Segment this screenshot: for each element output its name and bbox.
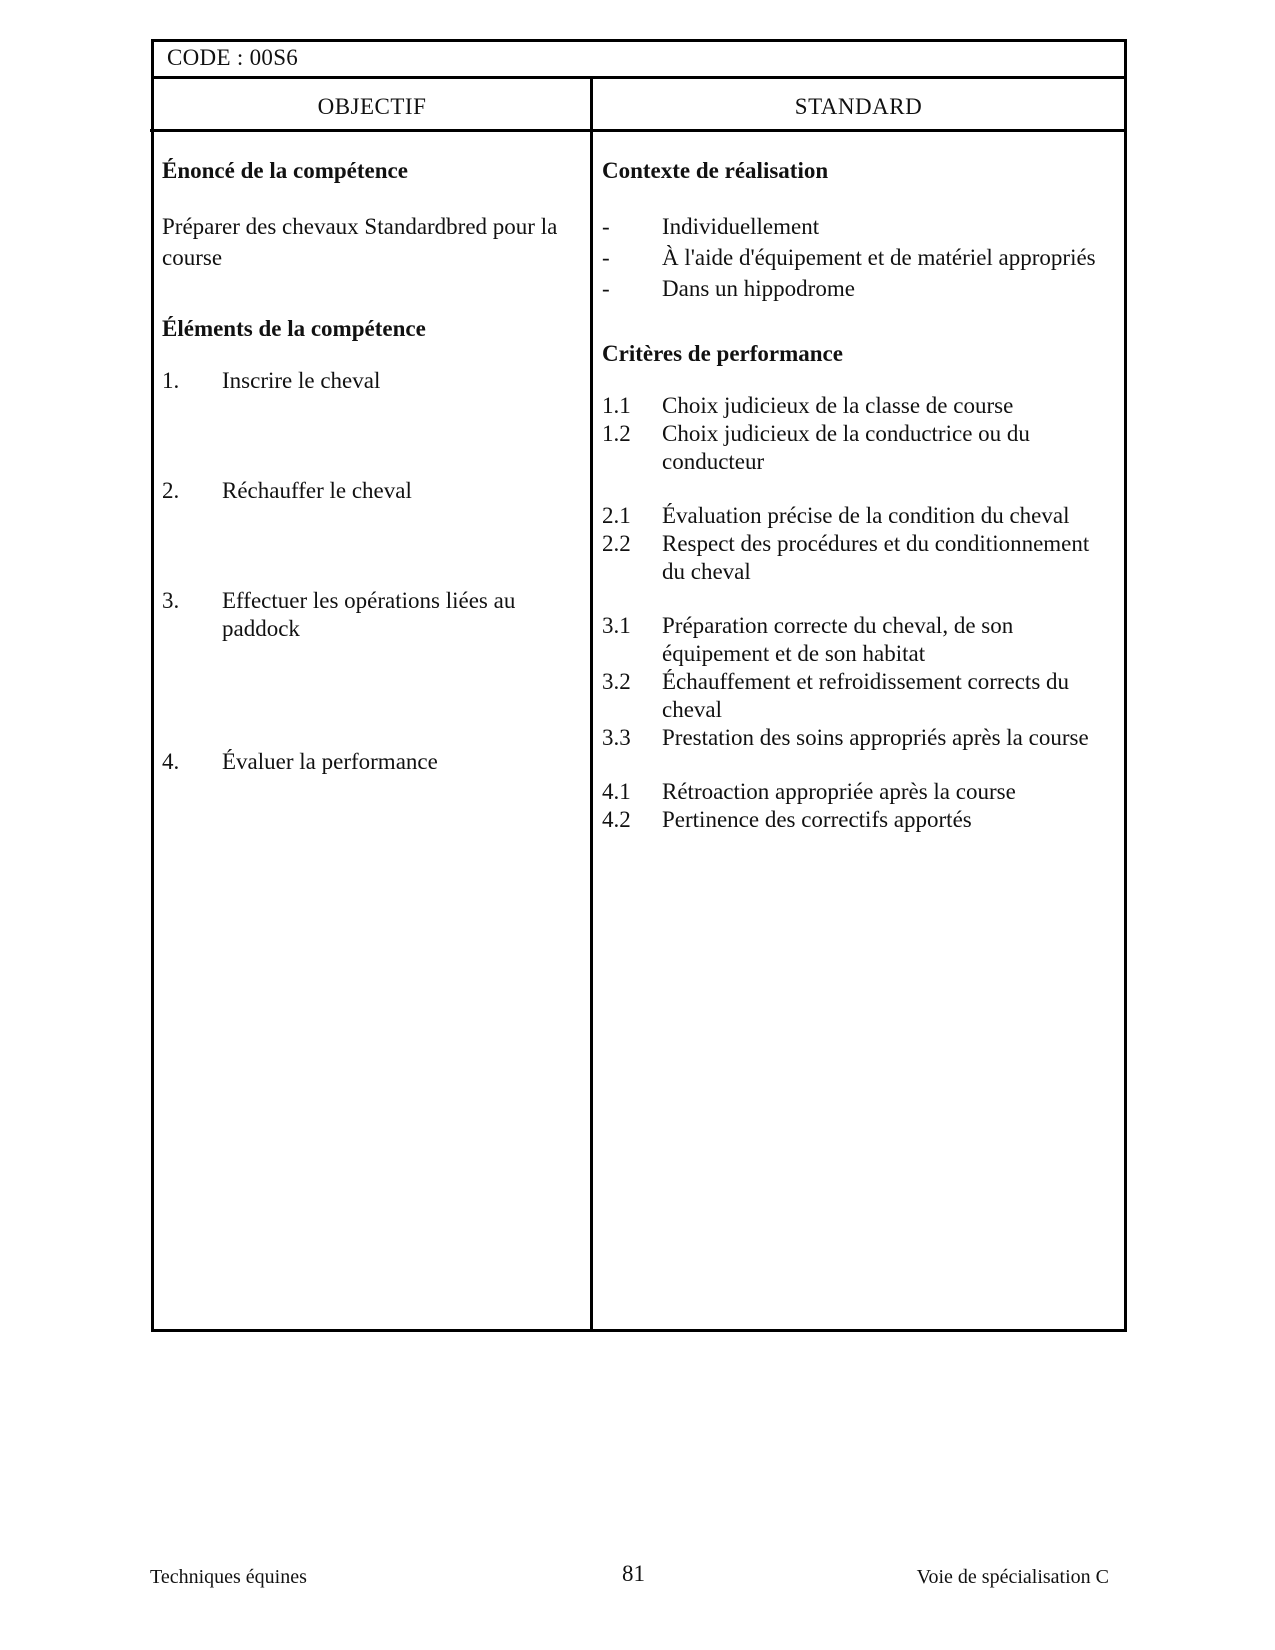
contexte-item [602,242,1117,273]
element-item [162,587,582,643]
element-number: 4. [162,749,180,774]
elements-heading: Éléments de la compétence [162,316,426,341]
critere-number: 4.2 [602,807,631,832]
critere-item [602,668,1117,724]
footer-program-title: Techniques équines [150,1566,307,1588]
critere-item [602,724,1117,752]
critere-text: Choix judicieux de la classe de course [662,393,1014,418]
critere-item [602,612,1117,668]
critere-item [602,420,1117,476]
header-row [154,79,1124,132]
critere-number: 4.1 [602,779,631,804]
competency-table [151,39,1127,1332]
critere-number: 3.1 [602,613,631,638]
objectif-column [162,157,582,776]
element-number: 1. [162,368,180,393]
element-number: 3. [162,588,180,613]
contexte-item [602,211,1117,242]
element-item [162,748,582,776]
critere-item [602,778,1117,806]
element-item [162,367,582,395]
criteres-group [602,612,1117,752]
critere-text: Préparation correcte du cheval, de son équipement et de son habitat [662,613,1014,666]
critere-item [602,530,1117,586]
critere-item [602,392,1117,420]
enonce-text: Préparer des chevaux Standardbred pour la course [162,214,558,270]
critere-text: Échauffement et refroidissement corrects du cheval [662,669,1070,722]
criteres-group [602,502,1117,586]
critere-item [602,806,1117,834]
bullet: - [602,245,610,270]
critere-text: Respect des procédures et du conditionnement du cheval [662,531,1090,584]
element-item [162,477,582,505]
criteres-group [602,778,1117,834]
header-standard: STANDARD [794,94,923,119]
critere-text: Prestation des soins appropriés après la course [662,725,1089,750]
critere-number: 2.1 [602,503,631,528]
element-text: Évaluer la performance [222,749,438,774]
contexte-item [602,273,1117,304]
header-objectif: OBJECTIF [317,94,427,119]
bullet: - [602,276,610,301]
critere-number: 2.2 [602,531,631,556]
contexte-list [602,211,1117,304]
standard-column [602,157,1117,834]
critere-text: Évaluation précise de la condition du cheval [662,503,1070,528]
footer-specialization: Voie de spécialisation C [916,1566,1109,1588]
criteres-heading: Critères de performance [602,341,843,366]
enonce-heading: Énoncé de la compétence [162,158,408,183]
element-text: Inscrire le cheval [222,368,381,393]
critere-text: Choix judicieux de la conductrice ou du conducteur [662,421,1030,474]
critere-item [602,502,1117,530]
critere-number: 3.3 [602,725,631,750]
contexte-text: À l'aide d'équipement et de matériel appropriés [662,245,1096,270]
code-label: CODE : 00S6 [154,42,1124,79]
contexte-text: Dans un hippodrome [662,276,855,301]
critere-number: 1.1 [602,393,631,418]
criteres-group [602,392,1117,476]
contexte-text: Individuellement [662,214,820,239]
header-rule-stub [150,129,154,132]
bullet: - [602,214,610,239]
contexte-heading: Contexte de réalisation [602,158,829,183]
critere-text: Rétroaction appropriée après la course [662,779,1016,804]
page-number: 81 [622,1561,645,1586]
critere-text: Pertinence des correctifs apportés [662,807,972,832]
element-text: Effectuer les opérations liées au paddock [222,588,516,641]
element-text: Réchauffer le cheval [222,478,412,503]
critere-number: 3.2 [602,669,631,694]
column-divider [590,79,593,1329]
element-number: 2. [162,478,180,503]
critere-number: 1.2 [602,421,631,446]
